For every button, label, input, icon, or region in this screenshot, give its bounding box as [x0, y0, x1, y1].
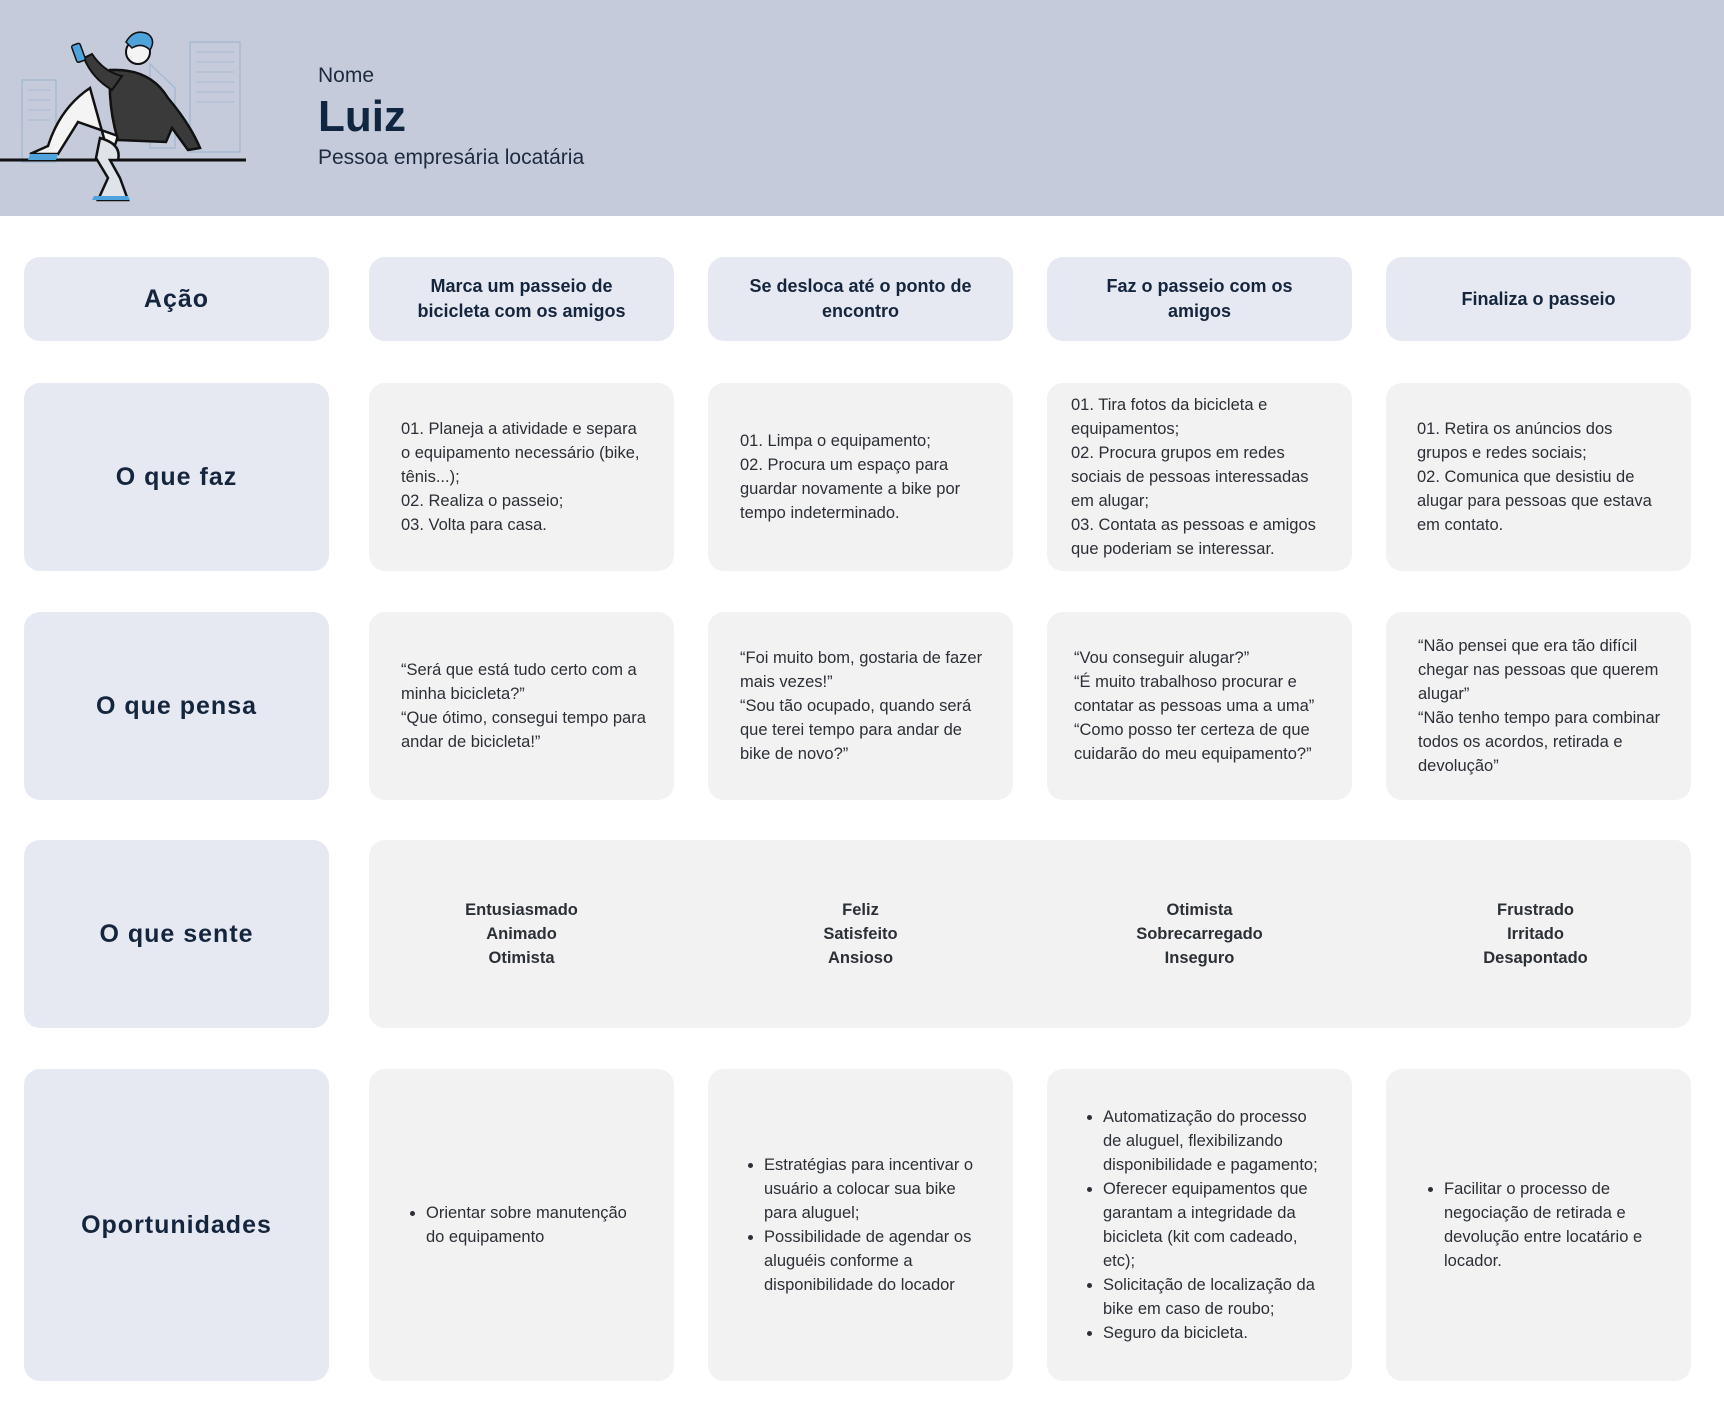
feeling: Feliz: [842, 901, 879, 919]
feeling: Animado: [486, 925, 557, 943]
opportunities-list: [1083, 1105, 1324, 1345]
opportunities-list: [1424, 1177, 1663, 1273]
does-text: 01. Planeja a atividade e separa o equipamento necessário (bike, tênis...); 02. Realiza o passeio; 03. Volta para casa.: [401, 420, 640, 534]
opportunity-item: • Facilitar o processo de negociação de retirada e devolução entre locatário e locador.: [1444, 1177, 1663, 1273]
persona-name-label: Nome: [318, 64, 375, 87]
persona-name: Luiz: [318, 92, 406, 141]
feeling: Ansioso: [827, 949, 894, 967]
person-on-phone-illustration: [0, 28, 250, 218]
feeling: Frustrado: [1496, 901, 1574, 919]
thinks-text: “Será que está tudo certo com a minha bicicleta?” “Que ótimo, consegui tempo para andar de bicicleta!”: [401, 661, 646, 751]
thinks-text: “Foi muito bom, gostaria de fazer mais vezes!” “Sou tão ocupado, quando será que terei tempo para andar de bike de novo?”: [740, 649, 983, 763]
persona-header: [0, 0, 1724, 216]
opportunities-card: [369, 1069, 674, 1381]
thinks-text: “Não pensei que era tão difícil chegar nas pessoas que querem alugar” “Não tenho tempo para combinar todos os acordos, retirada e devolução”: [1418, 637, 1661, 775]
thinks-card: [369, 612, 674, 800]
action-card: Finaliza o passeio: [1386, 257, 1691, 341]
does-text: 01. Retira os anúncios dos grupos e redes sociais; 02. Comunica que desistiu de alugar para pessoas que estava em contato.: [1417, 420, 1652, 534]
feeling: Satisfeito: [823, 925, 898, 943]
row-label-acao: Ação: [24, 257, 329, 341]
does-text: 01. Tira fotos da bicicleta e equipamentos; 02. Procura grupos em redes sociais de pessoas interessadas em alugar; 03. Contata as pessoas e amigos que poderiam se interessar.: [1071, 396, 1316, 558]
feelings-group: [1047, 840, 1352, 1028]
feeling: Inseguro: [1164, 949, 1235, 967]
does-card: [369, 383, 674, 571]
feeling: Otimista: [1166, 901, 1233, 919]
row-label-sente: O que sente: [24, 840, 329, 1028]
does-text: 01. Limpa o equipamento; 02. Procura um espaço para guardar novamente a bike por tempo indeterminado.: [740, 432, 961, 522]
opportunities-list: [744, 1153, 985, 1297]
action-card: Marca um passeio de bicicleta com os amigos: [369, 257, 674, 341]
row-label-pensa: O que pensa: [24, 612, 329, 800]
feeling: Otimista: [488, 949, 555, 967]
does-card: [1047, 383, 1352, 571]
opportunity-item: • Oferecer equipamentos que garantam a integridade da bicicleta (kit com cadeado, etc);: [1103, 1177, 1324, 1273]
persona-info: [318, 62, 584, 172]
does-card: [708, 383, 1013, 571]
opportunity-item: • Estratégias para incentivar o usuário a colocar sua bike para aluguel;: [764, 1153, 985, 1225]
thinks-card: [708, 612, 1013, 800]
row-label-faz: O que faz: [24, 383, 329, 571]
persona-role: Pessoa empresária locatária: [318, 146, 585, 169]
opportunity-item: • Possibilidade de agendar os aluguéis conforme a disponibilidade do locador: [764, 1225, 985, 1297]
opportunities-card: [1047, 1069, 1352, 1381]
feelings-row: [369, 840, 1691, 1028]
feeling: Desapontado: [1483, 949, 1588, 967]
opportunities-card: [708, 1069, 1013, 1381]
feeling: Sobrecarregado: [1136, 925, 1263, 943]
feelings-group: [708, 840, 1013, 1028]
opportunity-item: • Orientar sobre manutenção do equipamento: [426, 1201, 646, 1249]
opportunity-item: • Seguro da bicicleta.: [1103, 1321, 1324, 1345]
feeling: Irritado: [1507, 925, 1564, 943]
opportunity-item: • Automatização do processo de aluguel, flexibilizando disponibilidade e pagamento;: [1103, 1105, 1324, 1177]
row-label-oportunidades: Oportunidades: [24, 1069, 329, 1381]
feeling: Entusiasmado: [465, 901, 578, 919]
opportunities-list: [406, 1201, 646, 1249]
feelings-group: [1383, 840, 1688, 1028]
action-card: Se desloca até o ponto de encontro: [708, 257, 1013, 341]
opportunities-card: [1386, 1069, 1691, 1381]
thinks-text: “Vou conseguir alugar?” “É muito trabalhoso procurar e contatar as pessoas uma a uma” “Como posso ter certeza de que cuidarão do meu equipamento?”: [1074, 649, 1315, 763]
action-card: Faz o passeio com os amigos: [1047, 257, 1352, 341]
feelings-group: [369, 840, 674, 1028]
thinks-card: [1386, 612, 1691, 800]
does-card: [1386, 383, 1691, 571]
opportunity-item: • Solicitação de localização da bike em caso de roubo;: [1103, 1273, 1324, 1321]
thinks-card: [1047, 612, 1352, 800]
